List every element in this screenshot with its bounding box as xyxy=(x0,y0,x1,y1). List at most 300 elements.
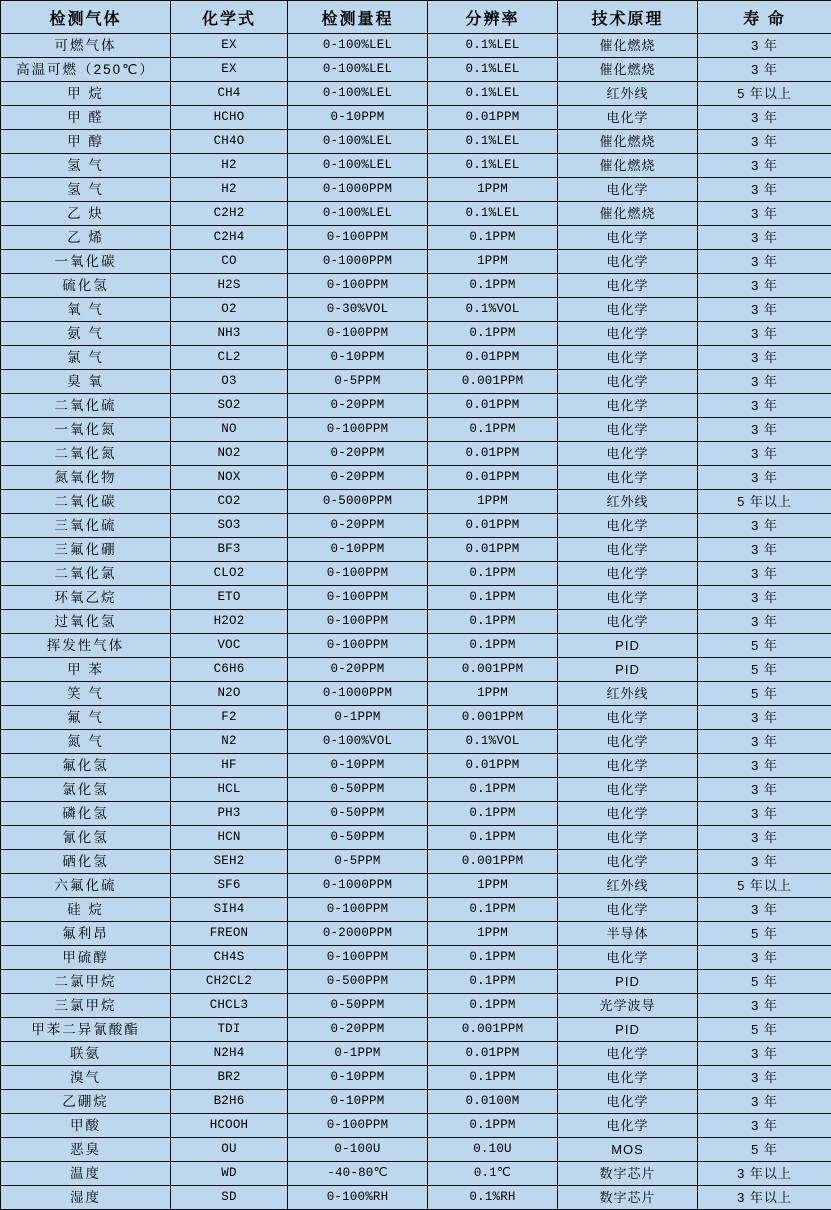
cell-gas-name: 硅 烷 xyxy=(1,898,171,922)
cell-detection-range: 0-100%LEL xyxy=(288,202,428,226)
cell-resolution: 0.1PPM xyxy=(428,226,558,250)
cell-chemical-formula: ETO xyxy=(171,586,288,610)
cell-resolution: 0.1%LEL xyxy=(428,34,558,58)
cell-service-life: 3 年 xyxy=(698,778,831,802)
cell-resolution: 0.0100M xyxy=(428,1090,558,1114)
cell-tech-principle: 电化学 xyxy=(558,1042,698,1066)
cell-chemical-formula: NO2 xyxy=(171,442,288,466)
table-row xyxy=(1,682,831,706)
cell-resolution: 0.01PPM xyxy=(428,106,558,130)
table-row xyxy=(1,874,831,898)
cell-gas-name: 氨 气 xyxy=(1,322,171,346)
cell-detection-range: 0-100%LEL xyxy=(288,154,428,178)
cell-chemical-formula: CH4O xyxy=(171,130,288,154)
cell-service-life: 3 年 xyxy=(698,202,831,226)
cell-service-life: 5 年 xyxy=(698,1018,831,1042)
table-row xyxy=(1,730,831,754)
cell-tech-principle: 电化学 xyxy=(558,946,698,970)
cell-chemical-formula: FREON xyxy=(171,922,288,946)
cell-resolution: 1PPM xyxy=(428,178,558,202)
cell-tech-principle: PID xyxy=(558,1018,698,1042)
cell-tech-principle: 催化燃烧 xyxy=(558,34,698,58)
cell-resolution: 0.1PPM xyxy=(428,802,558,826)
table-row xyxy=(1,418,831,442)
cell-detection-range: 0-100%LEL xyxy=(288,130,428,154)
cell-detection-range: 0-100%RH xyxy=(288,1186,428,1210)
cell-resolution: 0.1%LEL xyxy=(428,58,558,82)
cell-tech-principle: 电化学 xyxy=(558,106,698,130)
cell-resolution: 1PPM xyxy=(428,490,558,514)
cell-tech-principle: 红外线 xyxy=(558,490,698,514)
cell-detection-range: 0-20PPM xyxy=(288,394,428,418)
cell-gas-name: 温度 xyxy=(1,1162,171,1186)
cell-tech-principle: 电化学 xyxy=(558,178,698,202)
cell-gas-name: 二氧化氯 xyxy=(1,562,171,586)
cell-tech-principle: 电化学 xyxy=(558,730,698,754)
cell-service-life: 3 年 xyxy=(698,610,831,634)
cell-service-life: 3 年 xyxy=(698,250,831,274)
column-header-resolution: 分辨率 xyxy=(428,1,558,34)
cell-resolution: 0.1%LEL xyxy=(428,130,558,154)
cell-chemical-formula: O2 xyxy=(171,298,288,322)
cell-gas-name: 一氧化氮 xyxy=(1,418,171,442)
cell-service-life: 3 年 xyxy=(698,178,831,202)
cell-chemical-formula: NH3 xyxy=(171,322,288,346)
table-row xyxy=(1,226,831,250)
cell-gas-name: 溴气 xyxy=(1,1066,171,1090)
cell-gas-name: 二氧化氮 xyxy=(1,442,171,466)
cell-service-life: 3 年 xyxy=(698,1042,831,1066)
cell-tech-principle: 电化学 xyxy=(558,778,698,802)
table-row xyxy=(1,562,831,586)
cell-detection-range: 0-100PPM xyxy=(288,946,428,970)
cell-gas-name: 甲硫醇 xyxy=(1,946,171,970)
cell-chemical-formula: SF6 xyxy=(171,874,288,898)
cell-chemical-formula: BR2 xyxy=(171,1066,288,1090)
cell-chemical-formula: EX xyxy=(171,34,288,58)
cell-resolution: 0.1PPM xyxy=(428,1114,558,1138)
cell-service-life: 3 年 xyxy=(698,346,831,370)
cell-chemical-formula: SO3 xyxy=(171,514,288,538)
cell-tech-principle: 电化学 xyxy=(558,562,698,586)
cell-chemical-formula: EX xyxy=(171,58,288,82)
cell-tech-principle: 电化学 xyxy=(558,322,698,346)
cell-service-life: 5 年以上 xyxy=(698,82,831,106)
cell-resolution: 0.01PPM xyxy=(428,394,558,418)
cell-detection-range: 0-10PPM xyxy=(288,1090,428,1114)
table-row xyxy=(1,994,831,1018)
cell-detection-range: 0-30%VOL xyxy=(288,298,428,322)
cell-chemical-formula: CH2CL2 xyxy=(171,970,288,994)
cell-tech-principle: 电化学 xyxy=(558,394,698,418)
cell-chemical-formula: SEH2 xyxy=(171,850,288,874)
table-row xyxy=(1,178,831,202)
cell-chemical-formula: B2H6 xyxy=(171,1090,288,1114)
cell-gas-name: 氟 气 xyxy=(1,706,171,730)
cell-resolution: 0.1PPM xyxy=(428,634,558,658)
cell-service-life: 3 年 xyxy=(698,394,831,418)
cell-gas-name: 氰化氢 xyxy=(1,826,171,850)
cell-detection-range: 0-50PPM xyxy=(288,826,428,850)
cell-resolution: 1PPM xyxy=(428,874,558,898)
cell-resolution: 0.01PPM xyxy=(428,346,558,370)
cell-service-life: 3 年 xyxy=(698,130,831,154)
cell-chemical-formula: H2S xyxy=(171,274,288,298)
cell-chemical-formula: N2 xyxy=(171,730,288,754)
cell-detection-range: 0-1PPM xyxy=(288,1042,428,1066)
cell-detection-range: 0-10PPM xyxy=(288,106,428,130)
cell-detection-range: 0-5000PPM xyxy=(288,490,428,514)
cell-resolution: 0.01PPM xyxy=(428,538,558,562)
cell-gas-name: 二氧化硫 xyxy=(1,394,171,418)
cell-tech-principle: 电化学 xyxy=(558,1066,698,1090)
table-row xyxy=(1,658,831,682)
cell-chemical-formula: TDI xyxy=(171,1018,288,1042)
cell-detection-range: 0-20PPM xyxy=(288,442,428,466)
cell-tech-principle: 电化学 xyxy=(558,466,698,490)
cell-resolution: 0.1%VOL xyxy=(428,298,558,322)
cell-detection-range: 0-10PPM xyxy=(288,754,428,778)
cell-detection-range: 0-1000PPM xyxy=(288,178,428,202)
cell-resolution: 0.1%LEL xyxy=(428,82,558,106)
cell-tech-principle: 电化学 xyxy=(558,802,698,826)
cell-tech-principle: 电化学 xyxy=(558,418,698,442)
cell-tech-principle: 电化学 xyxy=(558,898,698,922)
cell-detection-range: 0-5PPM xyxy=(288,370,428,394)
table-row xyxy=(1,1090,831,1114)
cell-tech-principle: 电化学 xyxy=(558,274,698,298)
cell-resolution: 0.01PPM xyxy=(428,442,558,466)
cell-service-life: 3 年 xyxy=(698,370,831,394)
cell-detection-range: 0-10PPM xyxy=(288,1066,428,1090)
table-row xyxy=(1,634,831,658)
cell-detection-range: 0-1000PPM xyxy=(288,874,428,898)
cell-gas-name: 硒化氢 xyxy=(1,850,171,874)
cell-chemical-formula: OU xyxy=(171,1138,288,1162)
table-row xyxy=(1,826,831,850)
table-row xyxy=(1,754,831,778)
cell-tech-principle: PID xyxy=(558,970,698,994)
cell-detection-range: 0-100PPM xyxy=(288,274,428,298)
cell-chemical-formula: O3 xyxy=(171,370,288,394)
column-header-principle: 技术原理 xyxy=(558,1,698,34)
table-row xyxy=(1,154,831,178)
cell-chemical-formula: H2 xyxy=(171,178,288,202)
cell-chemical-formula: C2H2 xyxy=(171,202,288,226)
cell-gas-name: 联氨 xyxy=(1,1042,171,1066)
cell-chemical-formula: N2H4 xyxy=(171,1042,288,1066)
cell-gas-name: 乙 烯 xyxy=(1,226,171,250)
cell-service-life: 3 年 xyxy=(698,802,831,826)
cell-chemical-formula: H2O2 xyxy=(171,610,288,634)
cell-resolution: 0.1%LEL xyxy=(428,202,558,226)
cell-tech-principle: 数字芯片 xyxy=(558,1162,698,1186)
cell-detection-range: 0-100%VOL xyxy=(288,730,428,754)
cell-resolution: 0.1℃ xyxy=(428,1162,558,1186)
cell-detection-range: 0-1000PPM xyxy=(288,682,428,706)
cell-tech-principle: 数字芯片 xyxy=(558,1186,698,1210)
cell-resolution: 0.1PPM xyxy=(428,274,558,298)
cell-gas-name: 可燃气体 xyxy=(1,34,171,58)
cell-service-life: 5 年以上 xyxy=(698,490,831,514)
cell-resolution: 0.1%VOL xyxy=(428,730,558,754)
cell-resolution: 0.1PPM xyxy=(428,826,558,850)
table-row xyxy=(1,34,831,58)
cell-resolution: 0.001PPM xyxy=(428,658,558,682)
cell-detection-range: 0-20PPM xyxy=(288,514,428,538)
cell-detection-range: 0-1PPM xyxy=(288,706,428,730)
cell-tech-principle: 光学波导 xyxy=(558,994,698,1018)
cell-tech-principle: 电化学 xyxy=(558,586,698,610)
cell-resolution: 0.1PPM xyxy=(428,418,558,442)
cell-chemical-formula: SO2 xyxy=(171,394,288,418)
table-row xyxy=(1,298,831,322)
cell-gas-name: 甲 醇 xyxy=(1,130,171,154)
cell-chemical-formula: CH4S xyxy=(171,946,288,970)
cell-service-life: 3 年 xyxy=(698,154,831,178)
cell-service-life: 3 年 xyxy=(698,322,831,346)
cell-service-life: 3 年 xyxy=(698,1114,831,1138)
cell-detection-range: 0-100PPM xyxy=(288,562,428,586)
cell-service-life: 3 年 xyxy=(698,586,831,610)
cell-tech-principle: 半导体 xyxy=(558,922,698,946)
cell-gas-name: 氟利昂 xyxy=(1,922,171,946)
cell-chemical-formula: NO xyxy=(171,418,288,442)
table-row xyxy=(1,250,831,274)
table-row xyxy=(1,1066,831,1090)
cell-gas-name: 臭 氧 xyxy=(1,370,171,394)
cell-resolution: 0.10U xyxy=(428,1138,558,1162)
cell-service-life: 3 年 xyxy=(698,298,831,322)
cell-chemical-formula: SIH4 xyxy=(171,898,288,922)
cell-detection-range: 0-20PPM xyxy=(288,466,428,490)
cell-detection-range: 0-100PPM xyxy=(288,418,428,442)
cell-resolution: 1PPM xyxy=(428,682,558,706)
table-row xyxy=(1,466,831,490)
cell-resolution: 0.1PPM xyxy=(428,970,558,994)
cell-detection-range: 0-20PPM xyxy=(288,1018,428,1042)
cell-tech-principle: 红外线 xyxy=(558,682,698,706)
cell-detection-range: 0-100PPM xyxy=(288,226,428,250)
cell-detection-range: 0-10PPM xyxy=(288,346,428,370)
cell-service-life: 3 年 xyxy=(698,226,831,250)
column-header-formula: 化学式 xyxy=(171,1,288,34)
table-row xyxy=(1,538,831,562)
cell-gas-name: 二氯甲烷 xyxy=(1,970,171,994)
cell-service-life: 3 年 xyxy=(698,562,831,586)
cell-service-life: 3 年 xyxy=(698,754,831,778)
cell-resolution: 0.1PPM xyxy=(428,586,558,610)
table-row xyxy=(1,514,831,538)
cell-chemical-formula: CL2 xyxy=(171,346,288,370)
column-header-gas: 检测气体 xyxy=(1,1,171,34)
table-row xyxy=(1,1042,831,1066)
cell-chemical-formula: C6H6 xyxy=(171,658,288,682)
cell-tech-principle: 电化学 xyxy=(558,538,698,562)
cell-resolution: 0.1PPM xyxy=(428,322,558,346)
cell-gas-name: 湿度 xyxy=(1,1186,171,1210)
cell-detection-range: 0-20PPM xyxy=(288,658,428,682)
cell-chemical-formula: PH3 xyxy=(171,802,288,826)
cell-detection-range: 0-500PPM xyxy=(288,970,428,994)
cell-tech-principle: 电化学 xyxy=(558,298,698,322)
cell-service-life: 3 年以上 xyxy=(698,1162,831,1186)
cell-tech-principle: 电化学 xyxy=(558,250,698,274)
cell-resolution: 0.1PPM xyxy=(428,610,558,634)
cell-detection-range: 0-2000PPM xyxy=(288,922,428,946)
table-row xyxy=(1,322,831,346)
cell-service-life: 3 年 xyxy=(698,898,831,922)
table-header-row xyxy=(1,1,831,34)
table-row xyxy=(1,1018,831,1042)
table-row xyxy=(1,58,831,82)
cell-gas-name: 过氧化氢 xyxy=(1,610,171,634)
cell-tech-principle: 电化学 xyxy=(558,1114,698,1138)
cell-service-life: 5 年 xyxy=(698,922,831,946)
cell-gas-name: 甲 烷 xyxy=(1,82,171,106)
cell-tech-principle: 电化学 xyxy=(558,610,698,634)
cell-resolution: 0.001PPM xyxy=(428,706,558,730)
cell-gas-name: 氟化氢 xyxy=(1,754,171,778)
cell-service-life: 3 年以上 xyxy=(698,1186,831,1210)
cell-detection-range: 0-100PPM xyxy=(288,322,428,346)
cell-resolution: 0.1%LEL xyxy=(428,154,558,178)
table-row xyxy=(1,370,831,394)
cell-chemical-formula: NOX xyxy=(171,466,288,490)
cell-resolution: 0.001PPM xyxy=(428,370,558,394)
cell-gas-name: 恶臭 xyxy=(1,1138,171,1162)
table-row xyxy=(1,82,831,106)
cell-gas-name: 甲酸 xyxy=(1,1114,171,1138)
cell-gas-name: 环氧乙烷 xyxy=(1,586,171,610)
cell-detection-range: 0-5PPM xyxy=(288,850,428,874)
cell-chemical-formula: VOC xyxy=(171,634,288,658)
cell-gas-name: 六氟化硫 xyxy=(1,874,171,898)
cell-resolution: 0.1PPM xyxy=(428,994,558,1018)
cell-tech-principle: MOS xyxy=(558,1138,698,1162)
cell-resolution: 1PPM xyxy=(428,922,558,946)
cell-resolution: 0.1PPM xyxy=(428,946,558,970)
cell-gas-name: 氯化氢 xyxy=(1,778,171,802)
cell-service-life: 3 年 xyxy=(698,514,831,538)
cell-resolution: 0.1%RH xyxy=(428,1186,558,1210)
cell-tech-principle: 电化学 xyxy=(558,826,698,850)
cell-service-life: 5 年以上 xyxy=(698,874,831,898)
cell-gas-name: 磷化氢 xyxy=(1,802,171,826)
table-row xyxy=(1,346,831,370)
cell-gas-name: 氧 气 xyxy=(1,298,171,322)
cell-detection-range: 0-50PPM xyxy=(288,994,428,1018)
cell-service-life: 3 年 xyxy=(698,946,831,970)
cell-gas-name: 二氧化碳 xyxy=(1,490,171,514)
table-row xyxy=(1,490,831,514)
table-row xyxy=(1,1186,831,1210)
cell-chemical-formula: C2H4 xyxy=(171,226,288,250)
cell-chemical-formula: CO2 xyxy=(171,490,288,514)
cell-detection-range: 0-100PPM xyxy=(288,610,428,634)
table-row xyxy=(1,922,831,946)
cell-chemical-formula: HCN xyxy=(171,826,288,850)
table-row xyxy=(1,970,831,994)
cell-tech-principle: 催化燃烧 xyxy=(558,202,698,226)
table-row xyxy=(1,610,831,634)
cell-service-life: 3 年 xyxy=(698,730,831,754)
cell-chemical-formula: H2 xyxy=(171,154,288,178)
table-row xyxy=(1,106,831,130)
cell-service-life: 3 年 xyxy=(698,706,831,730)
cell-tech-principle: PID xyxy=(558,634,698,658)
cell-service-life: 5 年 xyxy=(698,658,831,682)
table-row xyxy=(1,1114,831,1138)
cell-resolution: 1PPM xyxy=(428,250,558,274)
cell-chemical-formula: CLO2 xyxy=(171,562,288,586)
cell-tech-principle: 催化燃烧 xyxy=(558,58,698,82)
cell-tech-principle: 催化燃烧 xyxy=(558,130,698,154)
cell-gas-name: 一氧化碳 xyxy=(1,250,171,274)
cell-detection-range: 0-100PPM xyxy=(288,1114,428,1138)
cell-gas-name: 氮氧化物 xyxy=(1,466,171,490)
cell-tech-principle: 电化学 xyxy=(558,514,698,538)
cell-service-life: 3 年 xyxy=(698,994,831,1018)
cell-resolution: 0.01PPM xyxy=(428,466,558,490)
cell-detection-range: 0-100%LEL xyxy=(288,58,428,82)
cell-detection-range: 0-100U xyxy=(288,1138,428,1162)
cell-detection-range: 0-100%LEL xyxy=(288,34,428,58)
cell-tech-principle: 电化学 xyxy=(558,706,698,730)
cell-chemical-formula: HCOOH xyxy=(171,1114,288,1138)
cell-gas-name: 高温可燃（250℃） xyxy=(1,58,171,82)
cell-detection-range: 0-50PPM xyxy=(288,778,428,802)
cell-gas-name: 笑 气 xyxy=(1,682,171,706)
table-row xyxy=(1,1138,831,1162)
table-row xyxy=(1,898,831,922)
cell-service-life: 3 年 xyxy=(698,466,831,490)
cell-chemical-formula: N2O xyxy=(171,682,288,706)
cell-resolution: 0.01PPM xyxy=(428,1042,558,1066)
cell-gas-name: 甲 醛 xyxy=(1,106,171,130)
cell-tech-principle: 电化学 xyxy=(558,850,698,874)
cell-detection-range: 0-100%LEL xyxy=(288,82,428,106)
cell-service-life: 5 年 xyxy=(698,970,831,994)
cell-gas-name: 氢 气 xyxy=(1,178,171,202)
cell-chemical-formula: SD xyxy=(171,1186,288,1210)
cell-gas-name: 三氧化硫 xyxy=(1,514,171,538)
cell-service-life: 5 年 xyxy=(698,1138,831,1162)
cell-service-life: 3 年 xyxy=(698,274,831,298)
cell-resolution: 0.1PPM xyxy=(428,778,558,802)
table-row xyxy=(1,706,831,730)
cell-tech-principle: 红外线 xyxy=(558,874,698,898)
cell-service-life: 3 年 xyxy=(698,418,831,442)
cell-service-life: 5 年 xyxy=(698,682,831,706)
cell-tech-principle: 电化学 xyxy=(558,1090,698,1114)
cell-gas-name: 乙硼烷 xyxy=(1,1090,171,1114)
cell-service-life: 3 年 xyxy=(698,538,831,562)
cell-service-life: 3 年 xyxy=(698,442,831,466)
cell-gas-name: 三氟化硼 xyxy=(1,538,171,562)
cell-gas-name: 乙 炔 xyxy=(1,202,171,226)
table-header xyxy=(1,1,831,34)
cell-detection-range: -40-80℃ xyxy=(288,1162,428,1186)
column-header-life: 寿 命 xyxy=(698,1,831,34)
cell-chemical-formula: CO xyxy=(171,250,288,274)
cell-chemical-formula: CHCL3 xyxy=(171,994,288,1018)
table-row xyxy=(1,1162,831,1186)
cell-tech-principle: 催化燃烧 xyxy=(558,154,698,178)
cell-resolution: 0.1PPM xyxy=(428,562,558,586)
table-body xyxy=(1,34,831,1210)
cell-detection-range: 0-100PPM xyxy=(288,634,428,658)
